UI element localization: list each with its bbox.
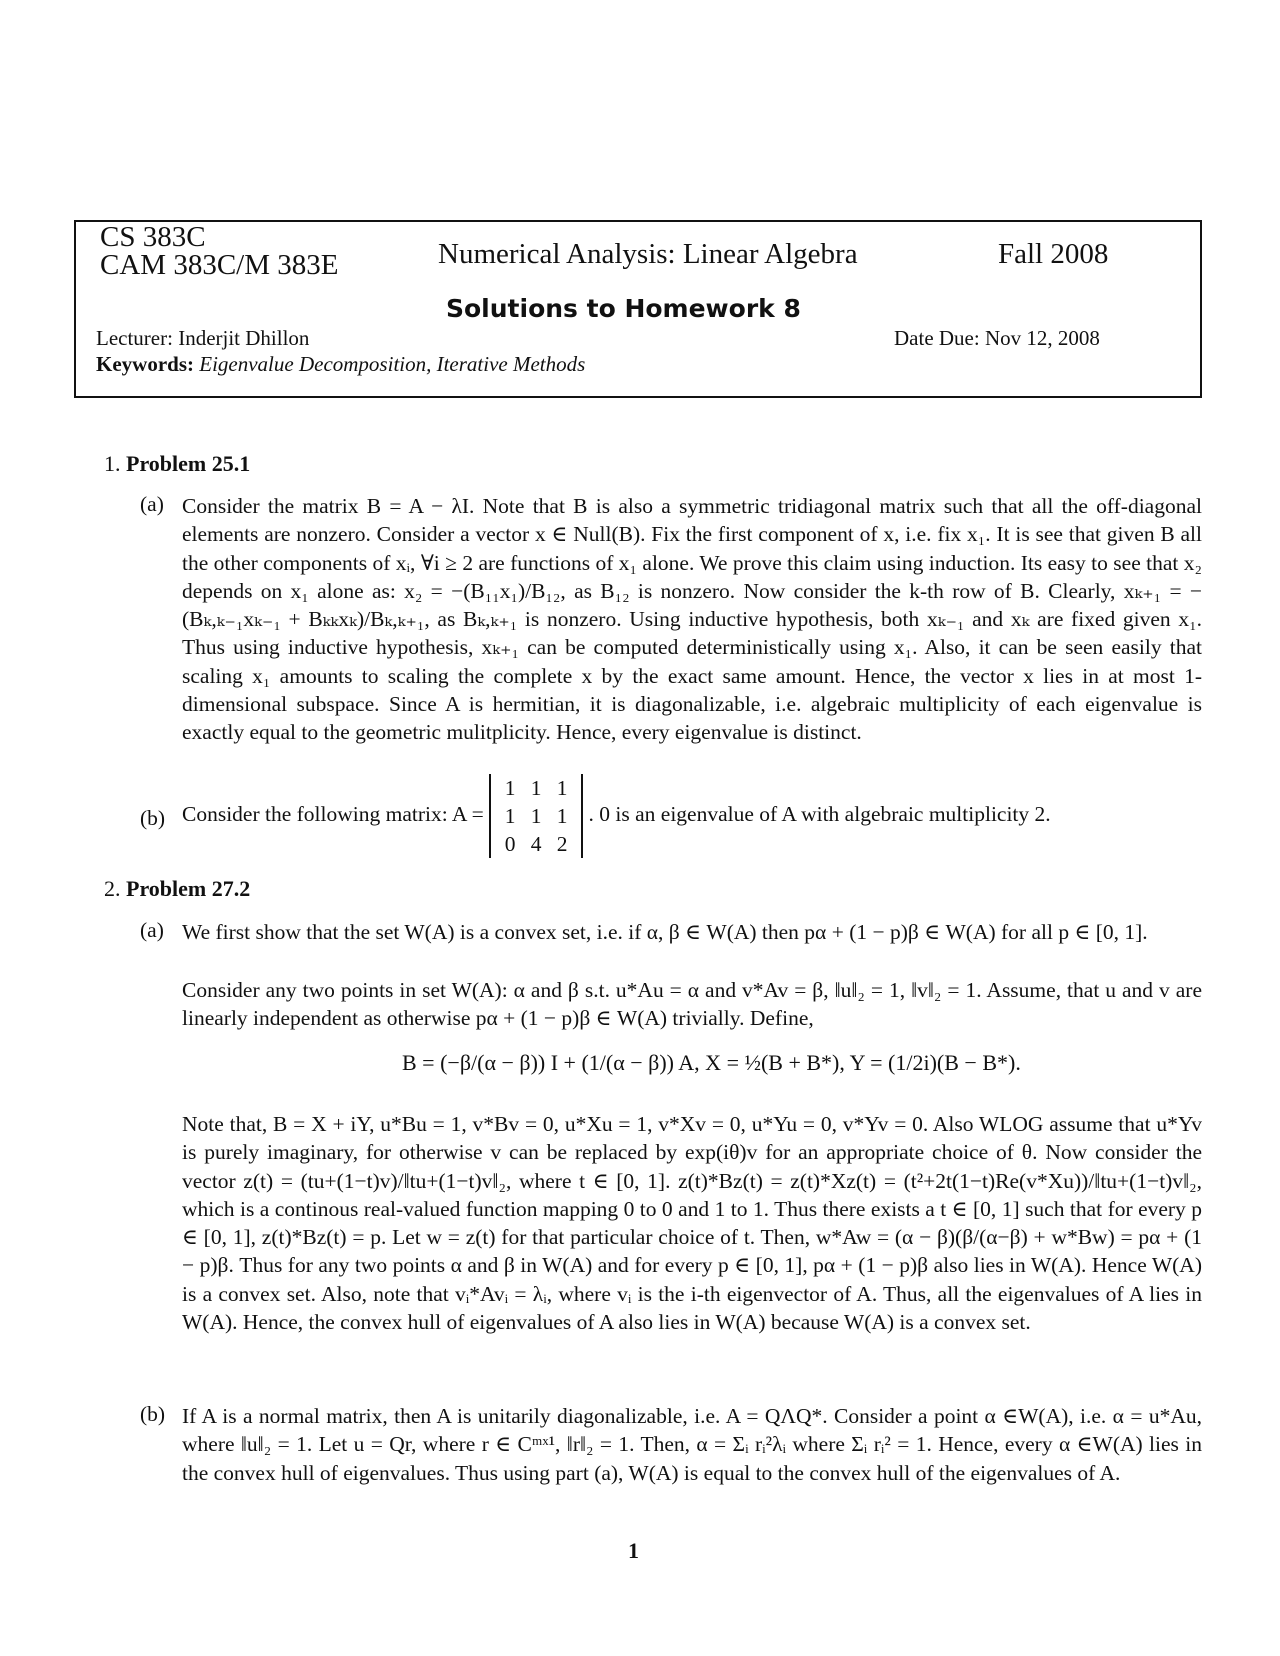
lecturer: Lecturer: Inderjit Dhillon (96, 326, 310, 350)
problem-1b-line (182, 774, 1051, 858)
course-title: Numerical Analysis: Linear Algebra (438, 238, 858, 270)
matrix-cell: 2 (556, 832, 568, 856)
term: Fall 2008 (998, 238, 1109, 270)
problem-2b-text: If A is a normal matrix, then A is unitarily diagonalizable, i.e. A = QΛQ*. Consider a point α ∈W(A), i.e. α = u*Au, where ‖u‖₂ = 1. Let u = Qr, where r ∈ Cᵐˣ¹, ‖r‖₂ = 1. Then, α = Σᵢ rᵢ²λᵢ where Σᵢ rᵢ² = 1. Hence, every α ∈W(A) lies in the convex hull of eigenvalues. Thus using part (a), W(A) is equal to the convex hull of the eigenvalues of A. (182, 1404, 1202, 1485)
keywords-label: Keywords: (96, 352, 194, 376)
page-title: Solutions to Homework 8 (446, 294, 801, 323)
problem-number: 2. (104, 876, 121, 901)
header-box (74, 220, 1202, 398)
course-code: CS 383C (100, 221, 206, 253)
part-label: (a) (140, 492, 164, 516)
matrix-cell: 1 (556, 804, 568, 828)
matrix-cell: 1 (530, 804, 542, 828)
due-date: Date Due: Nov 12, 2008 (894, 326, 1100, 350)
part-label: (b) (140, 806, 166, 830)
problem-1-heading (104, 451, 250, 477)
matrix-cell: 4 (530, 832, 542, 856)
problem-2a-text-3: Note that, B = X + iY, u*Bu = 1, v*Bv = 0, u*Xu = 1, v*Xv = 0, u*Yu = 0, v*Yv = 0. Also WLOG assume that u*Yv is purely imaginary, for otherwise v can be replaced by exp(iθ)v for an appropriate choice of θ. Now consider the vector z(t) = (tu+(1−t)v)/‖tu+(1−t)v‖₂, where t ∈ [0, 1]. z(t)*Bz(t) = z(t)*Xz(t) = (t²+2t(1−t)Re(v*Xu))/‖tu+(1−t)v‖₂, which is a continous real-valued function mapping 0 to 0 and 1 to 1. Thus there exists a t ∈ [0, 1] such that for every p ∈ [0, 1], z(t)*Bz(t) = p. Let w = z(t) for that particular choice of t. Then, w*Aw = (α − β)(β/(α−β) + w*Bw) = pα + (1 − p)β. Thus for any two points α and β in W(A) and for every p ∈ [0, 1], pα + (1 − p)β also lies in W(A). Hence W(A) is a convex set. Also, note that vᵢ*Avᵢ = λᵢ, where vᵢ is the i-th eigenvector of A. Thus, all the eigenvalues of A lies in W(A). Hence, the convex hull of eigenvalues of A also lies in W(A) because W(A) is a convex set. (182, 1112, 1202, 1335)
keywords-value: Eigenvalue Decomposition, Iterative Methods (199, 352, 586, 376)
page-number: 1 (628, 1538, 639, 1563)
keywords (96, 352, 585, 377)
matrix-cell: 1 (504, 804, 516, 828)
course-code-secondary: CAM 383C/M 383E (100, 249, 339, 281)
problem-1a-text: Consider the matrix B = A − λI. Note that B is also a symmetric tridiagonal matrix such that all the off-diagonal elements are nonzero. Consider a vector x ∈ Null(B). Fix the first component of x, i.e. fix x₁. It is see that given B all the other components of xᵢ, ∀i ≥ 2 are functions of x₁ alone. We prove this claim using induction. Its easy to see that x₂ depends on x₁ alone as: x₂ = −(B₁₁x₁)/B₁₂, as B₁₂ is nonzero. Now consider the k-th row of B. Clearly, xₖ₊₁ = −(Bₖ,ₖ₋₁xₖ₋₁ + Bₖₖxₖ)/Bₖ,ₖ₊₁, as Bₖ,ₖ₊₁ is nonzero. Using inductive hypothesis, both xₖ₋₁ and xₖ are fixed given x₁. Thus using inductive hypothesis, xₖ₊₁ can be computed deterministically using x₁. Also, it can be seen easily that scaling x₁ amounts to scaling the complete x by the exact same amount. Hence, the vector x lies in at most 1-dimensional subspace. Since A is hermitian, it is diagonalizable, i.e. algebraic multiplicity of each eigenvalue is exactly equal to the geometric mulitplicity. Hence, every eigenvalue is distinct. (182, 494, 1202, 745)
problem-title: Problem 27.2 (126, 876, 251, 901)
matrix-cell: 1 (530, 776, 542, 800)
matrix-cell: 1 (504, 776, 516, 800)
problem-2-heading (104, 876, 250, 902)
matrix-cell: 1 (556, 776, 568, 800)
definition-equation: B = (−β/(α − β)) I + (1/(α − β)) A, X = ½(B + B*), Y = (1/2i)(B − B*). (402, 1050, 1021, 1075)
problem-title: Problem 25.1 (126, 451, 251, 476)
part-label: (b) (140, 1402, 166, 1426)
problem-2a-text-1: We first show that the set W(A) is a convex set, i.e. if α, β ∈ W(A) then pα + (1 − p)β ∈ W(A) for all p ∈ [0, 1]. (182, 920, 1148, 944)
problem-number: 1. (104, 451, 121, 476)
matrix-cell: 0 (504, 832, 516, 856)
problem-1b-suffix: . 0 is an eigenvalue of A with algebraic multiplicity 2. (588, 801, 1051, 826)
part-label: (a) (140, 918, 164, 942)
problem-2a-text-2: Consider any two points in set W(A): α and β s.t. u*Au = α and v*Av = β, ‖u‖₂ = 1, ‖v‖₂ = 1. Assume, that u and v are linearly independent as otherwise pα + (1 − p)β ∈ W(A) trivially. Define, (182, 978, 1202, 1031)
problem-1b-prefix: Consider the following matrix: A = (182, 801, 484, 826)
matrix-a (489, 774, 583, 858)
